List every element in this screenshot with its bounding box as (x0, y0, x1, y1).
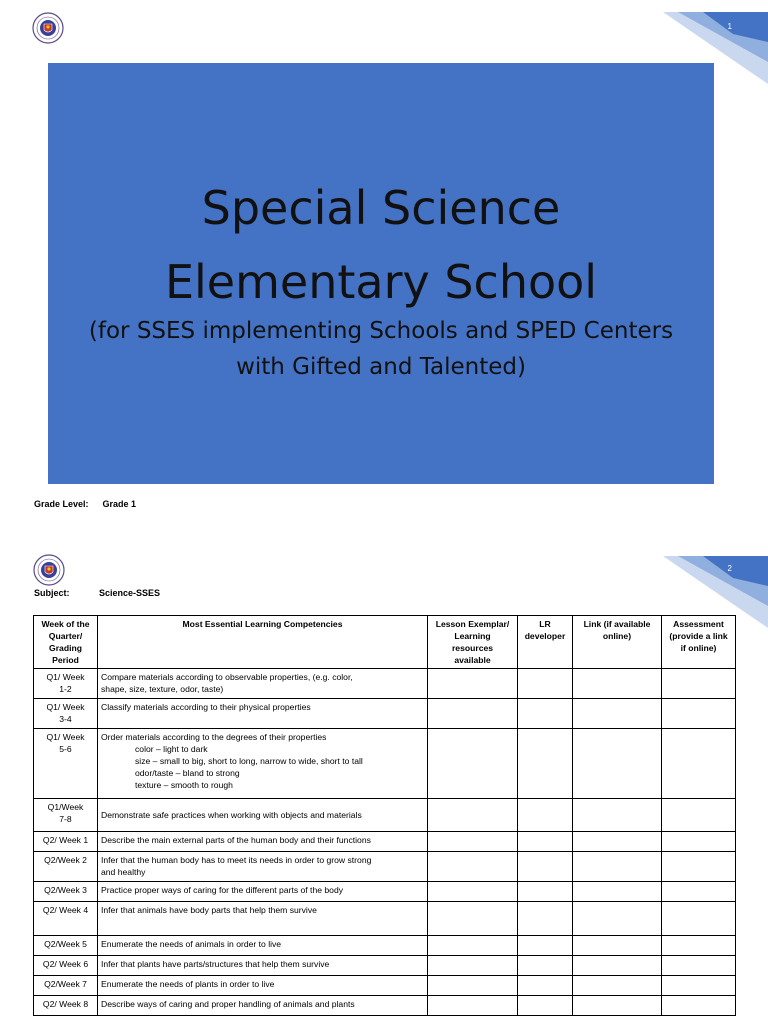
lr-cell (518, 956, 573, 976)
week-cell: Q1/ Week 1-2 (34, 669, 98, 699)
link-cell (573, 902, 662, 936)
lr-cell (518, 699, 573, 729)
grade-level-row (34, 499, 150, 509)
week-cell: Q2/ Week 8 (34, 996, 98, 1016)
subtitle-line-1: (for SSES implementing Schools and SPED Centers (88, 318, 674, 344)
assessment-cell (662, 699, 736, 729)
lesson-cell (428, 852, 518, 882)
week-cell: Q1/ Week 3-4 (34, 699, 98, 729)
link-cell (573, 936, 662, 956)
table-row (34, 976, 736, 996)
competency-cell: Describe the main external parts of the human body and their functions (98, 832, 428, 852)
table-header-row (34, 616, 736, 669)
week-cell: Q2/Week 5 (34, 936, 98, 956)
lr-cell (518, 729, 573, 799)
week-cell: Q2/ Week 4 (34, 902, 98, 936)
page-subtitle (48, 313, 714, 385)
grade-label: Grade Level: (34, 499, 89, 509)
week-cell: Q2/Week 7 (34, 976, 98, 996)
lesson-cell (428, 882, 518, 902)
assessment-cell (662, 669, 736, 699)
week-cell: Q1/ Week 5-6 (34, 729, 98, 799)
title-box (48, 63, 714, 484)
page-number: 2 (727, 564, 732, 573)
lesson-cell (428, 699, 518, 729)
lr-cell (518, 832, 573, 852)
link-cell (573, 729, 662, 799)
competency-cell: Order materials according to the degrees of their properties color – light to dark size – small to big, short to long, narrow to wide, short to tall odor/taste – bland to strong texture – smooth to rough (98, 729, 428, 799)
link-cell (573, 669, 662, 699)
table-row (34, 799, 736, 832)
link-cell (573, 852, 662, 882)
subject-label: Subject: (34, 588, 70, 598)
subject-row (34, 588, 160, 598)
competency-cell: Enumerate the needs of animals in order to live (98, 936, 428, 956)
table-row (34, 852, 736, 882)
competency-cell: Describe ways of caring and proper handling of animals and plants (98, 996, 428, 1016)
link-cell (573, 976, 662, 996)
lesson-cell (428, 956, 518, 976)
subject-value: Science-SSES (99, 588, 161, 598)
lr-cell (518, 669, 573, 699)
grade-value: Grade 1 (102, 499, 137, 509)
lesson-cell (428, 902, 518, 936)
week-cell: Q2/ Week 1 (34, 832, 98, 852)
title-line-2: Elementary School (164, 255, 598, 309)
assessment-cell (662, 882, 736, 902)
link-cell (573, 799, 662, 832)
assessment-cell (662, 902, 736, 936)
table-row (34, 902, 736, 936)
assessment-cell (662, 852, 736, 882)
lr-cell (518, 799, 573, 832)
subtitle-line-2: with Gifted and Talented) (236, 354, 526, 380)
link-cell (573, 832, 662, 852)
assessment-cell (662, 956, 736, 976)
assessment-cell (662, 936, 736, 956)
title-line-1: Special Science (201, 181, 561, 235)
lr-cell (518, 996, 573, 1016)
assessment-cell (662, 996, 736, 1016)
competency-cell: Infer that plants have parts/structures that help them survive (98, 956, 428, 976)
competency-cell: Compare materials according to observable properties, (e.g. color, shape, size, texture, odor, taste) (98, 669, 428, 699)
lesson-cell (428, 832, 518, 852)
lesson-cell (428, 976, 518, 996)
deped-seal-icon (32, 12, 64, 44)
lr-cell (518, 852, 573, 882)
header-lesson: Lesson Exemplar/ Learning resources available (428, 616, 518, 669)
header-lr-developer: LR developer (518, 616, 573, 669)
assessment-cell (662, 729, 736, 799)
page-number: 1 (727, 22, 732, 31)
header-competency: Most Essential Learning Competencies (98, 616, 428, 669)
lesson-cell (428, 669, 518, 699)
slide-2 (0, 548, 768, 1024)
table-row (34, 882, 736, 902)
link-cell (573, 882, 662, 902)
header-assessment: Assessment (provide a link if online) (662, 616, 736, 669)
competency-cell: Practice proper ways of caring for the different parts of the body (98, 882, 428, 902)
competency-cell: Infer that the human body has to meet its needs in order to grow strong and healthy (98, 852, 428, 882)
week-cell: Q2/Week 2 (34, 852, 98, 882)
lesson-cell (428, 729, 518, 799)
competency-cell: Enumerate the needs of plants in order to live (98, 976, 428, 996)
lr-cell (518, 936, 573, 956)
assessment-cell (662, 832, 736, 852)
table-row (34, 669, 736, 699)
link-cell (573, 996, 662, 1016)
slide-gap (0, 540, 768, 548)
table-row (34, 729, 736, 799)
link-cell (573, 956, 662, 976)
assessment-cell (662, 799, 736, 832)
table-row (34, 936, 736, 956)
week-cell: Q2/ Week 6 (34, 956, 98, 976)
table-row (34, 832, 736, 852)
table-row (34, 996, 736, 1016)
lesson-cell (428, 996, 518, 1016)
lesson-cell (428, 936, 518, 956)
header-week: Week of the Quarter/ Grading Period (34, 616, 98, 669)
lr-cell (518, 976, 573, 996)
table-row (34, 699, 736, 729)
table-body (34, 669, 736, 1016)
lr-cell (518, 902, 573, 936)
competencies-table (33, 615, 736, 1016)
assessment-cell (662, 976, 736, 996)
table-row (34, 956, 736, 976)
week-cell: Q2/Week 3 (34, 882, 98, 902)
header-link: Link (if available online) (573, 616, 662, 669)
competency-cell: Classify materials according to their physical properties (98, 699, 428, 729)
competency-cell: Infer that animals have body parts that help them survive (98, 902, 428, 936)
lr-cell (518, 882, 573, 902)
week-cell: Q1/Week 7-8 (34, 799, 98, 832)
competency-cell: Demonstrate safe practices when working with objects and materials (98, 799, 428, 832)
link-cell (573, 699, 662, 729)
page-title (48, 171, 714, 319)
lesson-cell (428, 799, 518, 832)
deped-seal-icon (33, 554, 65, 586)
